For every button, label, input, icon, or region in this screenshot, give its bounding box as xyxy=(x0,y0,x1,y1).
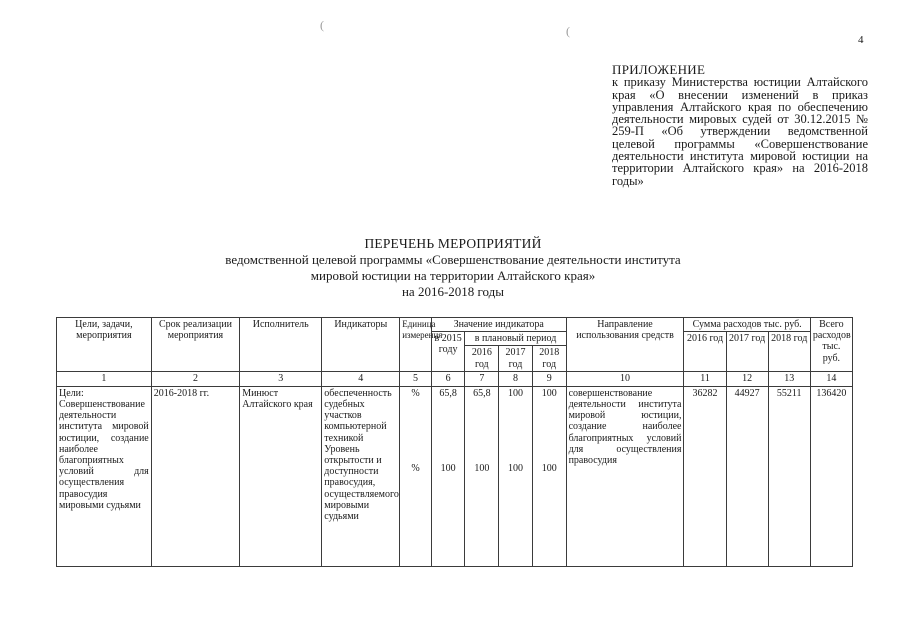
value-2015-cell xyxy=(431,386,465,566)
column-number-row xyxy=(57,371,853,386)
column-number: 7 xyxy=(465,371,499,386)
heading-line: на 2016-2018 годы xyxy=(401,284,505,299)
indicators-cell xyxy=(322,386,400,566)
header-2016: 2016 год xyxy=(465,346,499,371)
header-total: Всего расходов тыс. руб. xyxy=(810,318,852,372)
header-executor: Исполнитель xyxy=(240,318,322,372)
page-number: 4 xyxy=(858,34,864,46)
table-row xyxy=(57,386,853,566)
unit-value: % xyxy=(411,387,420,399)
header-2018: 2018 год xyxy=(532,346,566,371)
column-number: 4 xyxy=(322,371,400,386)
value-2016-cell xyxy=(465,386,499,566)
column-number: 13 xyxy=(768,371,810,386)
appendix-block xyxy=(612,64,868,187)
header-expenses: Сумма расходов тыс. руб. xyxy=(684,318,810,332)
header-unit: Единица измерения xyxy=(400,318,432,372)
header-2015: в 2015 году xyxy=(431,332,465,372)
header-direction: Направление использования средств xyxy=(566,318,684,372)
unit-cell xyxy=(400,386,432,566)
executor-cell: Минюст Алтайского края xyxy=(240,386,322,566)
value-2018-cell xyxy=(532,386,566,566)
indicator-text: обеспеченность судебных участков компьютерной техникой xyxy=(324,387,392,444)
value: 100 xyxy=(541,387,557,399)
header-indicator-value: Значение индикатора xyxy=(431,318,566,332)
header-exp-2017: 2017 год xyxy=(726,332,768,372)
total-cell: 136420 xyxy=(810,386,852,566)
goal-cell: Цели: Совершенствование деятельности института мировой юстиции, создание наиболее благоприятных условий для осуществления правосудия мировыми судьями xyxy=(57,386,152,566)
scan-mark: ( xyxy=(320,18,324,32)
indicator-text: Уровень открытости и доступности правосудия, осуществляемого мировыми судьями xyxy=(324,443,399,523)
column-number: 5 xyxy=(400,371,432,386)
header-exp-2016: 2016 год xyxy=(684,332,726,372)
value: 100 xyxy=(508,387,523,399)
column-number: 12 xyxy=(726,371,768,386)
heading-line: ведомственной целевой программы «Совершенствование деятельности института xyxy=(225,252,681,267)
expense-2016-cell: 36282 xyxy=(684,386,726,566)
value: 100 xyxy=(474,463,490,475)
scan-mark: ( xyxy=(566,24,570,38)
value: 65,8 xyxy=(439,387,457,399)
column-number: 2 xyxy=(151,371,239,386)
expense-2018-cell: 55211 xyxy=(768,386,810,566)
value: 100 xyxy=(440,463,456,475)
header-term: Срок реализации мероприятия xyxy=(151,318,239,372)
column-number: 6 xyxy=(431,371,465,386)
column-number: 9 xyxy=(532,371,566,386)
document-heading xyxy=(180,236,726,300)
value: 100 xyxy=(541,463,557,475)
heading-line: мировой юстиции на территории Алтайского края» xyxy=(310,268,596,283)
measures-table xyxy=(56,317,853,567)
header-row xyxy=(57,318,853,332)
column-number: 1 xyxy=(57,371,152,386)
column-number: 10 xyxy=(566,371,684,386)
header-2017: 2017 год xyxy=(499,346,533,371)
term-cell: 2016-2018 гг. xyxy=(151,386,239,566)
heading-title: ПЕРЕЧЕНЬ МЕРОПРИЯТИЙ xyxy=(364,236,542,251)
column-number: 8 xyxy=(499,371,533,386)
column-number: 11 xyxy=(684,371,726,386)
header-planned-period: в плановый период xyxy=(465,332,566,346)
unit-value: % xyxy=(411,463,420,475)
column-number: 3 xyxy=(240,371,322,386)
header-goals: Цели, задачи, мероприятия xyxy=(57,318,152,372)
value: 65,8 xyxy=(473,387,491,399)
column-number: 14 xyxy=(810,371,852,386)
value-2017-cell xyxy=(499,386,533,566)
header-indicators: Индикаторы xyxy=(322,318,400,372)
appendix-text: к приказу Министерства юстиции Алтайского края «О внесении изменений в приказ управления Алтайского края по обеспечению деятельности мировых судей от 30.12.2015 № 259-П «Об утверждении ведомственной целевой программы «Совершенствование деятельности института мировой юстиции на территории Алтайского края» на 2016-2018 годы» xyxy=(612,75,868,188)
direction-cell: совершенствование деятельности института мировой юстиции, создание наиболее благоприятных условий для осуществления правосудия xyxy=(566,386,684,566)
value: 100 xyxy=(508,463,523,475)
expense-2017-cell: 44927 xyxy=(726,386,768,566)
header-exp-2018: 2018 год xyxy=(768,332,810,372)
appendix-title: ПРИЛОЖЕНИЕ xyxy=(612,62,706,77)
